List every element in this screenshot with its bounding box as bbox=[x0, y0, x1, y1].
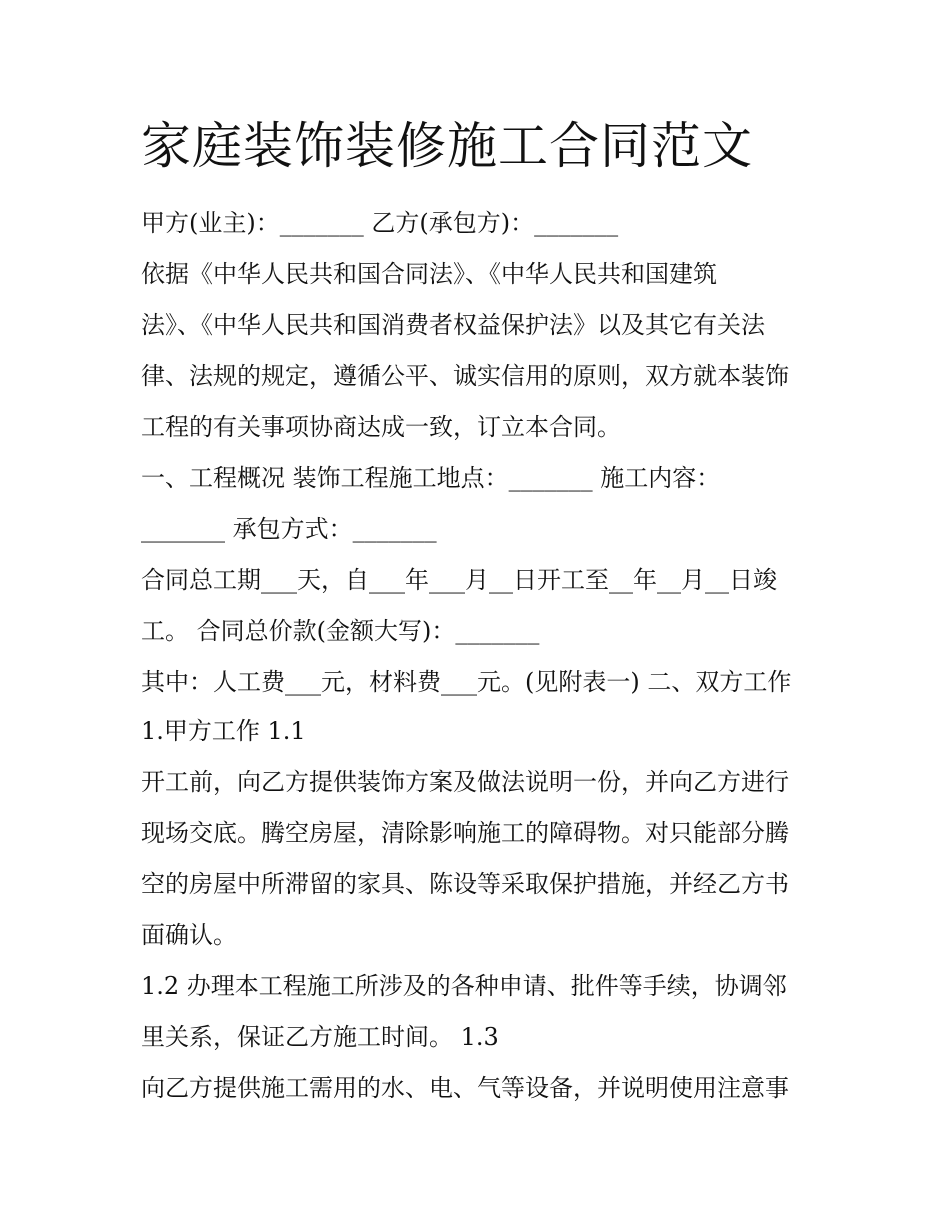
paragraph-line: 开工前，向乙方提供装饰方案及做法说明一份，并向乙方进行 bbox=[141, 768, 789, 796]
paragraph-line: 甲方(业主)：_______ 乙方(承包方)：_______ bbox=[141, 209, 619, 237]
paragraph-line: 里关系，保证乙方施工时间。 1.3 bbox=[141, 1023, 499, 1051]
paragraph-line: 1.甲方工作 1.1 bbox=[141, 717, 306, 745]
paragraph-line: 空的房屋中所滞留的家具、陈设等采取保护措施，并经乙方书 bbox=[141, 870, 789, 898]
paragraph-line: 其中：人工费___元，材料费___元。(见附表一) 二、双方工作 bbox=[141, 668, 792, 696]
paragraph-line: 合同总工期___天，自___年___月__日开工至__年__月__日竣 bbox=[141, 566, 777, 594]
document-title: 家庭装饰装修施工合同范文 bbox=[141, 117, 753, 175]
paragraph-line: 1.2 办理本工程施工所涉及的各种申请、批件等手续，协调邻 bbox=[141, 972, 787, 1000]
paragraph-line: 向乙方提供施工需用的水、电、气等设备，并说明使用注意事 bbox=[141, 1074, 789, 1102]
paragraph-line: 工程的有关事项协商达成一致，订立本合同。 bbox=[141, 413, 621, 441]
paragraph-line: 律、法规的规定，遵循公平、诚实信用的原则，双方就本装饰 bbox=[141, 362, 789, 390]
paragraph-line: _______ 承包方式：_______ bbox=[141, 515, 437, 543]
paragraph-line: 工。 合同总价款(金额大写)：_______ bbox=[141, 617, 540, 645]
paragraph-line: 面确认。 bbox=[141, 921, 237, 949]
paragraph-line: 依据《中华人民共和国合同法》、《中华人民共和国建筑 bbox=[141, 260, 717, 288]
paragraph-line: 现场交底。腾空房屋，清除影响施工的障碍物。对只能部分腾 bbox=[141, 819, 789, 847]
paragraph-line: 法》、《中华人民共和国消费者权益保护法》以及其它有关法 bbox=[141, 311, 765, 339]
paragraph-line: 一、工程概况 装饰工程施工地点：_______ 施工内容： bbox=[141, 464, 721, 492]
